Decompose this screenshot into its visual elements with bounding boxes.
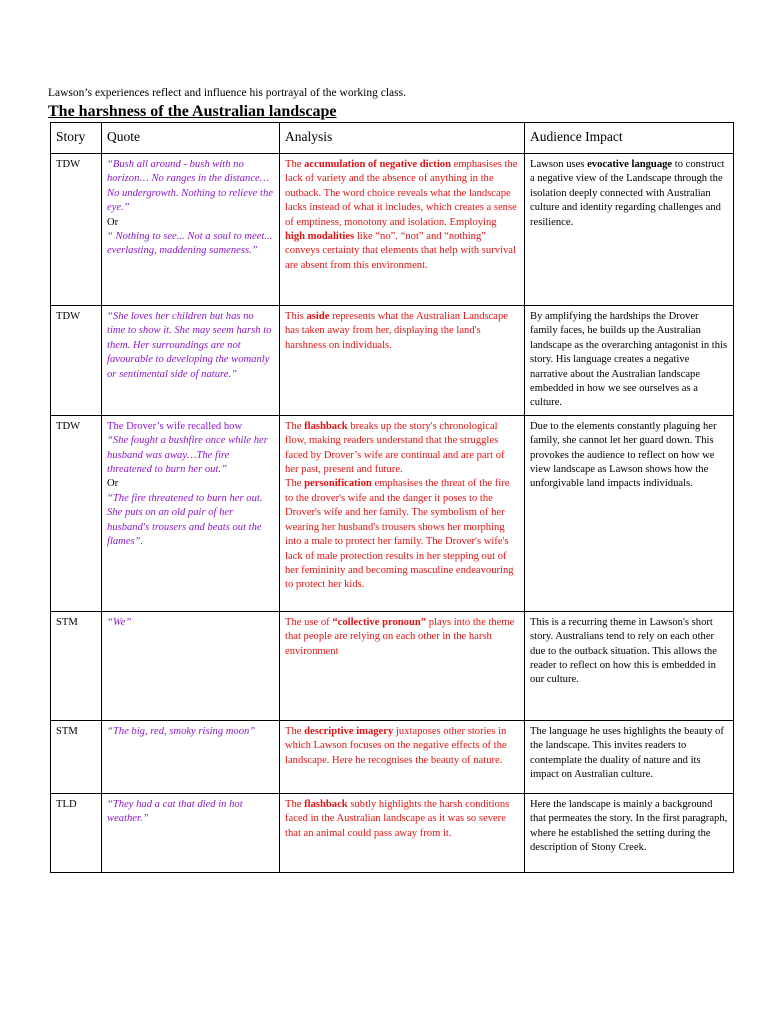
impact-text: Lawson uses — [530, 159, 588, 170]
table-row — [51, 306, 734, 416]
analysis-text: represents what the Australian Landscape has taken away from her, displaying the land's harshness on individuals. — [285, 311, 509, 351]
table-row — [51, 415, 734, 611]
story-cell: STM — [51, 720, 102, 793]
table-header-row — [51, 123, 734, 154]
quote-cell — [102, 793, 280, 872]
analysis-text: emphasises the lack of variety and the absence of anything in the outback. The word choice reveals what the landscape lacks instead of what it includes, which creates a sense of emptiness, monotony and isolation. Employing — [285, 159, 518, 228]
quote-text: “She fought a bushfire once while her husband was away…The fire threatened to burn her out.” — [107, 435, 268, 476]
impact-cell: This is a recurring theme in Lawson's short story. Australians tend to rely on each other due to the outback situation. This allows the reader to reflect on how this is embedded in our culture. — [525, 611, 734, 720]
table-row — [51, 611, 734, 720]
quote-text: “We” — [107, 616, 132, 628]
analysis-text: The — [285, 725, 305, 737]
quote-text: “ Nothing to see... Not a soul to meet... everlasting, maddening sameness.” — [107, 231, 273, 257]
quote-cell — [102, 415, 280, 611]
analysis-text: The — [285, 478, 305, 490]
impact-cell: The language he uses highlights the beauty of the landscape. This invites readers to contemplate the duality of nature and its impact on Australian culture. — [525, 720, 734, 793]
impact-text: to construct a negative view of the Landscape through the isolation deeply connected with Australian culture and identity regarding challenges and resilience. — [530, 159, 725, 228]
analysis-term: personification — [304, 478, 372, 490]
story-cell: TLD — [51, 793, 102, 872]
quote-cell — [102, 720, 280, 793]
analysis-term: accumulation of negative diction — [304, 159, 451, 170]
header-audience-impact: Audience Impact — [525, 123, 734, 154]
analysis-paragraph — [285, 420, 519, 478]
intro-text: Lawson’s experiences reflect and influence his portrayal of the working class. — [48, 87, 406, 99]
header-analysis: Analysis — [280, 123, 525, 154]
analysis-term: flashback — [304, 798, 348, 810]
or-text: Or — [107, 216, 119, 228]
analysis-text: This — [285, 311, 307, 322]
quote-text: “The fire threatened to burn her out. She puts on an old pair of her husband's trousers and beats out the flames”. — [107, 492, 263, 548]
story-cell: TDW — [51, 306, 102, 416]
quote-intro: The Drover’s wife recalled how — [107, 420, 243, 432]
header-quote: Quote — [102, 123, 280, 154]
analysis-cell — [280, 720, 525, 793]
analysis-term: high modalities — [285, 231, 355, 243]
header-story: Story — [51, 123, 102, 154]
analysis-text: The — [285, 798, 305, 810]
impact-term: evocative language — [587, 159, 673, 170]
story-cell: STM — [51, 611, 102, 720]
analysis-text: The use of — [285, 616, 333, 628]
analysis-text: plays into the theme that people are relying on each other in the harsh environment — [285, 616, 515, 657]
analysis-text: The — [285, 420, 305, 432]
table-row — [51, 154, 734, 306]
analysis-text: like “no”. “not” and “nothing” conveys certainty that elements that help with survival are absent from this environment. — [285, 231, 516, 271]
section-heading: The harshness of the Australian landscape — [48, 103, 337, 120]
impact-cell: By amplifying the hardships the Drover family faces, he builds up the Australian landscape as the overarching antagonist in this story. His language creates a negative narrative about the Australian landscape embedded in how we see ourselves as a culture. — [525, 306, 734, 416]
quote-text: “She loves her children but has no time to show it. She may seem harsh to them. Her surroundings are not favourable to developing the womanly or sentimental side of nature.” — [107, 311, 272, 380]
analysis-term: aside — [306, 311, 330, 322]
analysis-text: subtly highlights the harsh conditions faced in the Australian landscape as it was so severe that an animal could pass away from it. — [285, 798, 510, 839]
analysis-term: flashback — [304, 420, 348, 432]
quote-cell — [102, 154, 280, 306]
quote-cell — [102, 611, 280, 720]
analysis-text: breaks up the story's chronological flow, making readers understand that the struggles faced by Drover’s wife are continual and are part of her past, present and future. — [285, 420, 505, 476]
impact-cell: Due to the elements constantly plaguing her family, she cannot let her guard down. This provokes the audience to reflect on how we view landscape as Lawson shows how the unforgivable land impacts individuals. — [525, 415, 734, 611]
impact-cell: Here the landscape is mainly a background that permeates the story. In the first paragraph, where he established the setting during the description of Stony Creek. — [525, 793, 734, 872]
analysis-cell — [280, 415, 525, 611]
story-cell: TDW — [51, 415, 102, 611]
analysis-table — [50, 122, 734, 873]
quote-text: “They had a cat that died in hot weather.” — [107, 798, 243, 825]
analysis-paragraph — [285, 477, 519, 592]
quote-text: “Bush all around - bush with no horizon… No ranges in the distance… No undergrowth. Nothing to relieve the eye.” — [107, 159, 273, 214]
analysis-term: “collective pronoun” — [332, 616, 427, 628]
analysis-cell — [280, 611, 525, 720]
quote-cell — [102, 306, 280, 416]
analysis-text: juxtaposes other stories in which Lawson focuses on the negative effects of the landscape. Here he recognises the beauty of nature. — [285, 725, 507, 766]
table-row — [51, 720, 734, 793]
analysis-cell — [280, 306, 525, 416]
impact-cell — [525, 154, 734, 306]
analysis-cell — [280, 154, 525, 306]
or-text: Or — [107, 478, 119, 490]
analysis-term: descriptive imagery — [304, 725, 394, 737]
story-cell: TDW — [51, 154, 102, 306]
analysis-text: emphasises the threat of the fire to the drover's wife and the danger it poses to the Drover's wife and her family. The symbolism of her wearing her husband's trousers shows her morphing into a male to protect her family. The Drover's wife's lack of male protection results in her stepping out of her femininity and becoming masculine endeavouring to protect her kids. — [285, 478, 514, 591]
analysis-cell — [280, 793, 525, 872]
analysis-text: The — [285, 159, 305, 170]
table-row — [51, 793, 734, 872]
quote-text: “The big, red, smoky rising moon” — [107, 725, 256, 737]
